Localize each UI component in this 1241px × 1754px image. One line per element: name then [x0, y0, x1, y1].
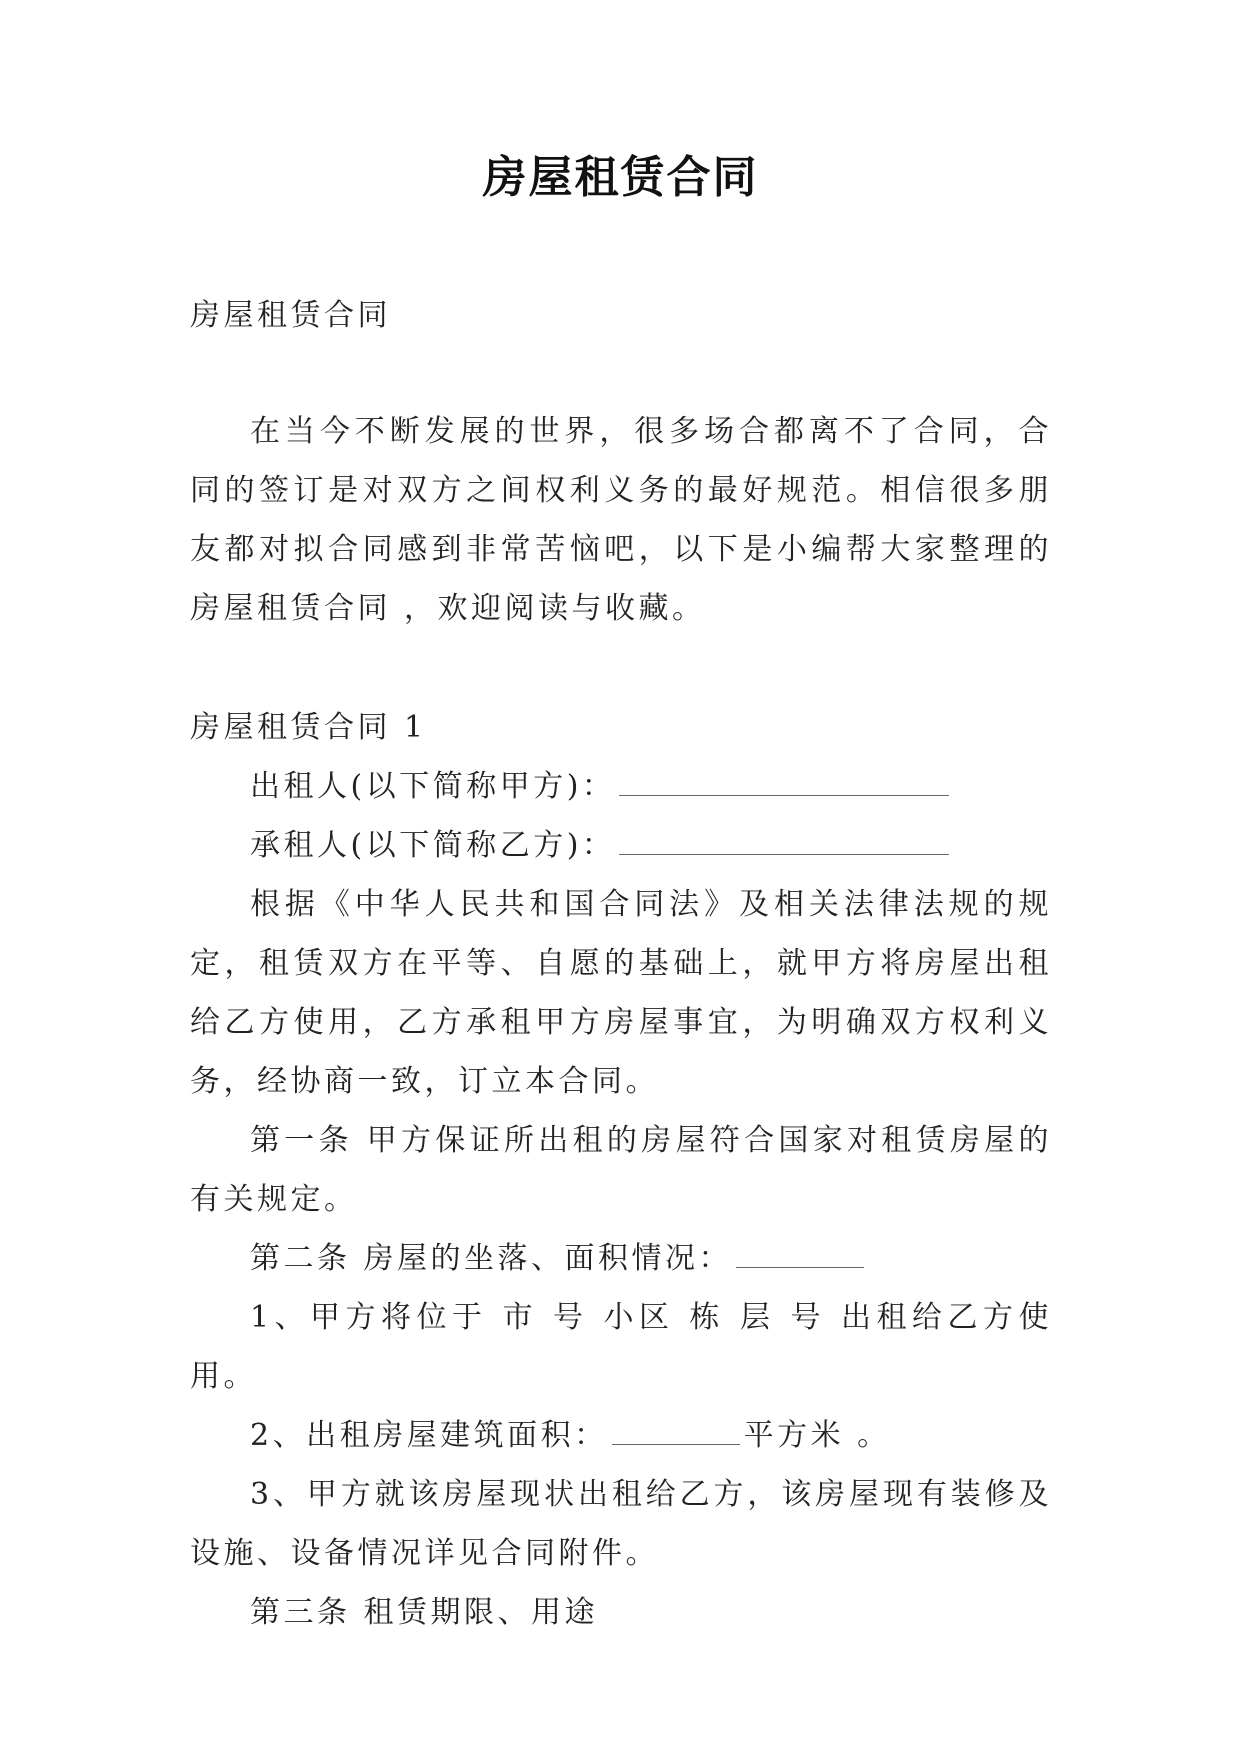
- lessor-label: 出租人(以下简称甲方)：: [250, 769, 616, 804]
- document-subtitle: [190, 286, 1052, 345]
- lessor-name-blank: [619, 767, 949, 796]
- document-title: 房屋租赁合同: [482, 152, 759, 203]
- lessee-line: [190, 816, 1052, 875]
- lessee-name-blank: [619, 826, 949, 855]
- item-2-unit: 平方米 。: [743, 1418, 891, 1453]
- section-heading: 房屋租赁合同 1: [190, 710, 427, 745]
- article-2-label: 第二条 房屋的坐落、面积情况：: [250, 1241, 733, 1276]
- subtitle-text: 房屋租赁合同: [190, 298, 391, 333]
- preamble-paragraph: 根据《中华人民共和国合同法》及相关法律法规的规定，租赁双方在平等、自愿的基础上，就甲方将房屋出租给乙方使用，乙方承租甲方房屋事宜，为明确双方权利义务，经协商一致，订立本合同。: [190, 887, 1052, 1099]
- item-2-line: [190, 1406, 1052, 1465]
- item-1: 1、甲方将位于 市 号 小区 栋 层 号 出租给乙方使用。: [190, 1300, 1052, 1394]
- item-3: 3、甲方就该房屋现状出租给乙方，该房屋现有装修及设施、设备情况详见合同附件。: [190, 1477, 1052, 1571]
- area-blank: [612, 1416, 740, 1445]
- location-area-blank: [736, 1239, 864, 1268]
- article-1: 第一条 甲方保证所出租的房屋符合国家对租赁房屋的有关规定。: [190, 1123, 1052, 1217]
- lessor-line: [190, 757, 1052, 816]
- article-3: 第三条 租赁期限、用途: [250, 1595, 599, 1630]
- intro-paragraph: 在当今不断发展的世界，很多场合都离不了合同，合同的签订是对双方之间权利义务的最好规范。相信很多朋友都对拟合同感到非常苦恼吧，以下是小编帮大家整理的房屋租赁合同 ，欢迎阅读与收藏。: [190, 414, 1052, 626]
- contract-section: [190, 698, 1052, 1642]
- article-2-line: [190, 1229, 1052, 1288]
- intro-section: [190, 402, 1052, 638]
- lessee-label: 承租人(以下简称乙方)：: [250, 828, 616, 863]
- item-2-label: 2、出租房屋建筑面积：: [250, 1418, 608, 1453]
